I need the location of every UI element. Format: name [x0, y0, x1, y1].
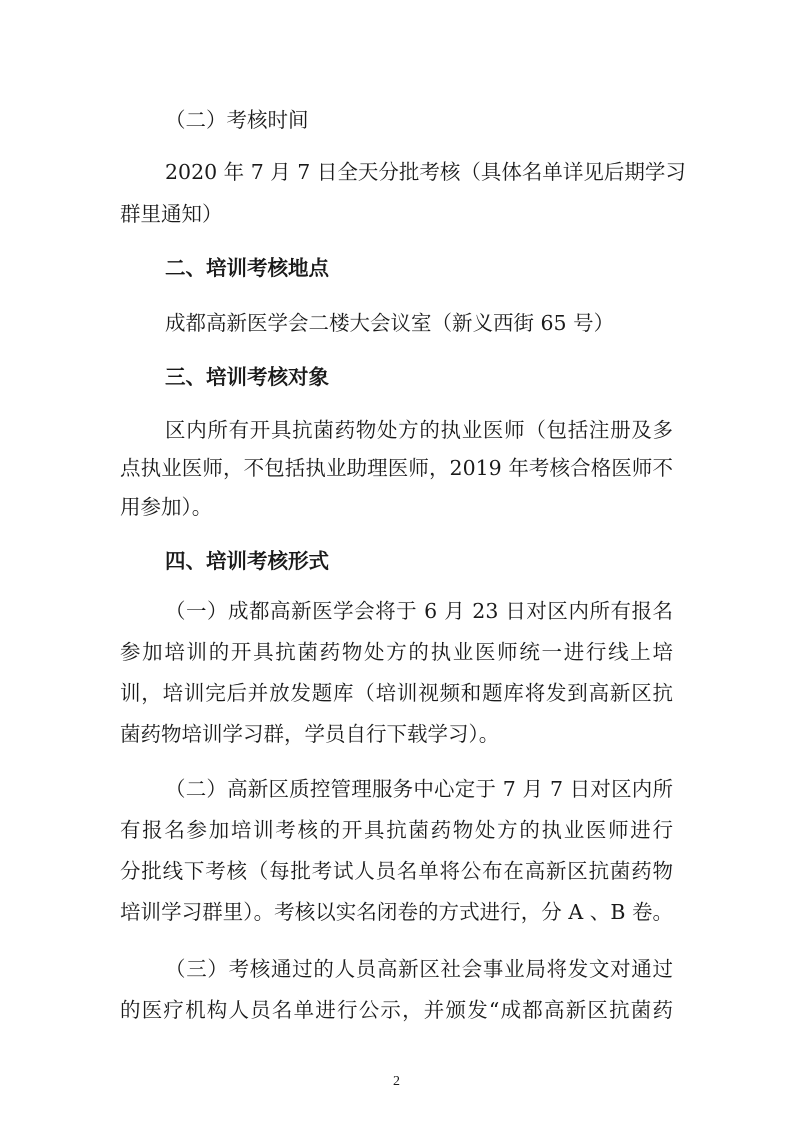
page-number: 2	[393, 1074, 400, 1089]
paragraph-line: 的医疗机构人员名单进行公示，并颁发“成都高新区抗菌药	[120, 998, 673, 1022]
paragraph-line: 点执业医师，不包括执业助理医师，2019 年考核合格医师不	[120, 456, 673, 480]
paragraph-line: 训，培训完后并放发题库（培训视频和题库将发到高新区抗	[120, 681, 673, 705]
paragraph-line: 菌药物培训学习群，学员自行下载学习）。	[120, 722, 500, 746]
paragraph-line: （二）高新区质控管理服务中心定于 7 月 7 日对区内所	[165, 777, 673, 801]
paragraph-line: 区内所有开具抗菌药物处方的执业医师（包括注册及多	[165, 418, 673, 442]
paragraph-line: 成都高新医学会二楼大会议室（新义西街 65 号）	[165, 311, 615, 335]
paragraph-line: 培训学习群里）。考核以实名闭卷的方式进行，分 A 、B 卷。	[120, 900, 673, 924]
paragraph-line: 2020 年 7 月 7 日全天分批考核（具体名单详见后期学习	[165, 160, 686, 184]
paragraph-line: 分批线下考核（每批考试人员名单将公布在高新区抗菌药物	[120, 859, 673, 883]
paragraph-line: 用参加）。	[120, 495, 213, 519]
section-heading-format: 四、培训考核形式	[165, 549, 329, 573]
paragraph-line: （一）成都高新医学会将于 6 月 23 日对区内所有报名	[165, 599, 673, 623]
section-heading-location: 二、培训考核地点	[165, 256, 329, 280]
paragraph-line: 有报名参加培训考核的开具抗菌药物处方的执业医师进行	[120, 818, 673, 842]
paragraph-line: 群里通知）	[120, 202, 223, 226]
paragraph-line: 参加培训的开具抗菌药物处方的执业医师统一进行线上培	[120, 640, 673, 664]
paragraph-line: （三）考核通过的人员高新区社会事业局将发文对通过	[165, 957, 673, 981]
subsection-heading-time: （二）考核时间	[165, 108, 309, 132]
section-heading-target: 三、培训考核对象	[165, 365, 329, 389]
